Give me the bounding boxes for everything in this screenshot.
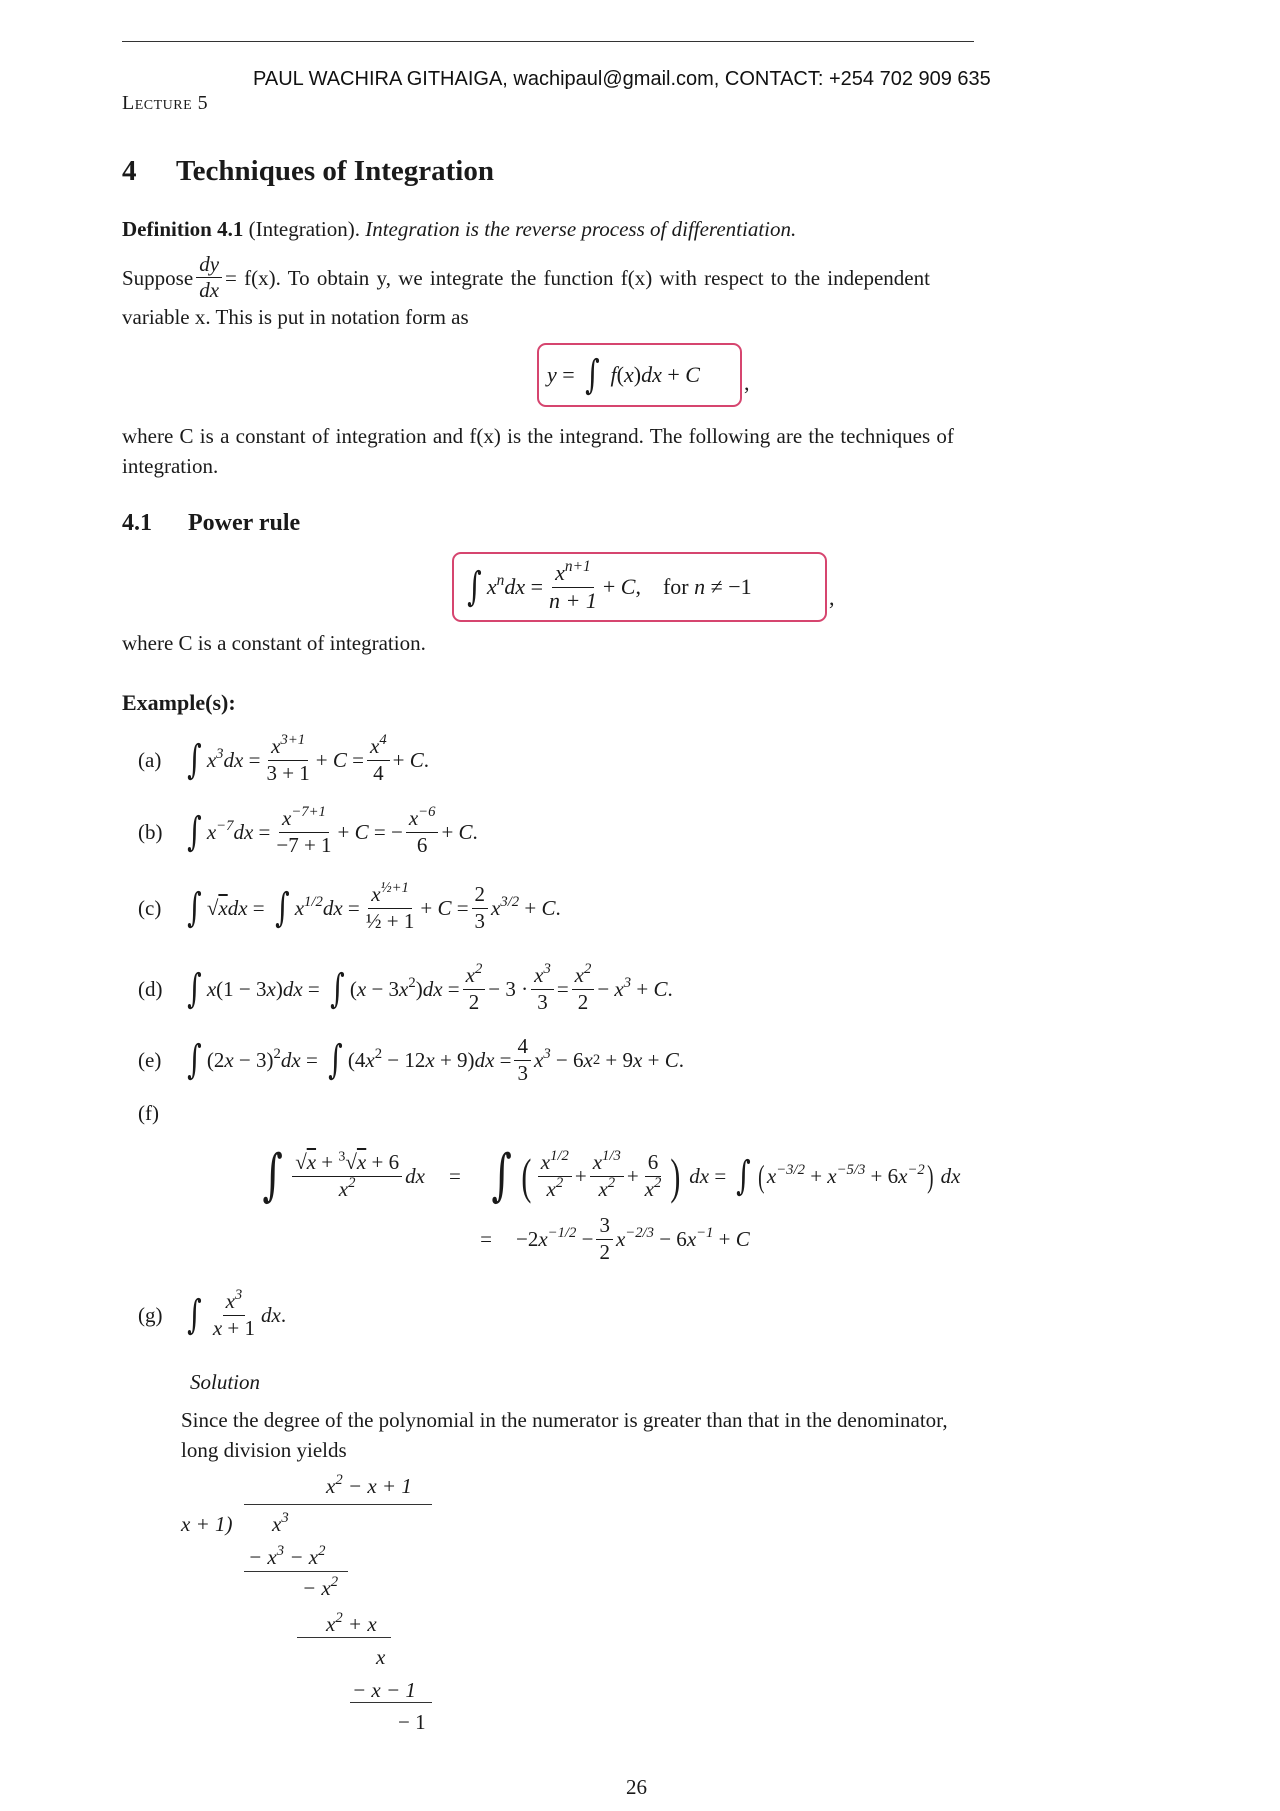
example-label: (d) (138, 976, 163, 1001)
example-b: (b) ∫ $x^{-7}dx$ = $\frac{x^{-7+1}}{-7 + 1}$ + C = − $\frac{x^{-6}}{6}$ + C . (138, 804, 478, 857)
subtract-row-3: − x − 1 (352, 1678, 416, 1702)
solution-label: Solution (190, 1370, 261, 1394)
boxed-integral-definition: y = ∫ f ( x ) dx + C (537, 343, 742, 407)
subsection-number: 4.1 (122, 510, 152, 536)
integral-sign-icon: ∫ (585, 352, 600, 398)
suppose-word: Suppose (122, 265, 194, 290)
subsection-title: Power rule (188, 510, 301, 536)
subtract-row-1: − $x^3 - x^2$ (248, 1543, 326, 1569)
example-label: (b) (138, 819, 163, 844)
example-label: (f) (138, 1100, 159, 1125)
lecture-label: Lecture 5 (122, 92, 209, 114)
integral-sign-icon: ∫ (187, 966, 202, 1012)
division-bar (244, 1504, 432, 1505)
example-f-line-1: ∫ $\frac{√x + ^3√x + 6}{x^2}$ dx = ∫ ( $\frac{x^{1/2}}{x^2}$ + $\frac{x^{1/3}}{x^2}$ + $\frac{6}{x^2}$ ) dx = ∫ ( $x^{-3/2}$ + $x^{-5/3}$ + 6 $x^{-2}$ ) dx (262, 1143, 961, 1208)
remainder-1: − $x^2$ (302, 1574, 339, 1600)
example-d: (d) ∫ x(1 − 3x)dx = ∫ $(x - 3x^2)dx$ = $\frac{x^2}{2}$ − 3 · $\frac{x^3}{3}$ = $\frac{x^2}{2}$ − $x^3$ + C . (138, 961, 673, 1014)
definition-label: Definition 4.1 (122, 217, 244, 241)
example-f-line-2: = $-2x^{-1/2}$ − $\frac{3}{2}$ $x^{-2/3}$ − 6 $x^{-1}$ + C (480, 1213, 750, 1264)
example-a: (a) ∫ $x^3dx$ = $\frac{x^{3+1}}{3 + 1}$ + C = $\frac{x^4}{4}$ + C . (138, 732, 430, 785)
integral-sign-icon: ∫ (275, 885, 290, 931)
author-contact: PAUL WACHIRA GITHAIGA, wachipaul@gmail.com, CONTACT: +254 702 909 635 (253, 68, 991, 90)
header-rule (122, 41, 974, 42)
comma: , (829, 585, 835, 610)
where-line-2: integration. (122, 454, 219, 478)
divisor: x + 1) (181, 1512, 233, 1536)
subsection-heading (122, 510, 300, 537)
intro-text: = f(x). To obtain y, we integrate the function f(x) with respect to the independent (225, 265, 930, 290)
example-label: (a) (138, 747, 162, 772)
y-var: y (547, 362, 557, 387)
power-rule-fraction: $\frac{x^{n+1}}{n + 1}$ (549, 558, 597, 613)
section-title: Techniques of Integration (176, 155, 494, 187)
solution-line-1: Since the degree of the polynomial in the numerator is greater than that in the denominator, (181, 1408, 948, 1432)
integral-sign-icon: ∫ (187, 1292, 202, 1338)
definition (122, 214, 796, 244)
intro-line-1 (122, 253, 1167, 302)
definition-name: (Integration). (248, 217, 360, 241)
rule (297, 1637, 391, 1638)
comma: , (744, 370, 750, 395)
example-f-label (138, 1098, 182, 1128)
integral-sign-icon: ∫ (328, 1037, 343, 1083)
solution-line-2: long division yields (181, 1438, 347, 1462)
example-e: (e) ∫ $(2x - 3)^2dx$ = ∫ $(4x^2 - 12x + 9)dx$ = $\frac{4}{3}$ $x^3$ − 6 x 2 + 9 x + C . (138, 1034, 684, 1085)
integral-sign-icon: ∫ (187, 1037, 202, 1083)
integral-sign-icon: ∫ (736, 1153, 752, 1199)
examples-heading: Example(s): (122, 690, 236, 715)
subtract-row-2: $x^2 + x$ (326, 1610, 377, 1636)
integral-sign-icon: ∫ (262, 1143, 283, 1208)
remainder-2: x (376, 1645, 386, 1669)
dy-dx-fraction: $\frac{dy}{dx}$ (196, 253, 222, 302)
rule (350, 1702, 432, 1703)
example-label: (c) (138, 895, 162, 920)
example-label: (e) (138, 1047, 162, 1072)
final-remainder: − 1 (398, 1710, 426, 1734)
intro-line-2: variable x. This is put in notation form as (122, 305, 469, 329)
integral-sign-icon: ∫ (491, 1143, 512, 1208)
example-g: (g) ∫ $\frac{x^3}{x + 1}$ dx . (138, 1287, 287, 1340)
where-line-1: where C is a constant of integration and f(x) is the integrand. The following are the techniques of (122, 424, 954, 448)
section-number: 4 (122, 155, 137, 187)
example-c: (c) ∫ √xdx = ∫ $x^{1/2}dx$ = $\frac{x^{\frac{1}{2}+1}}{\text{½ + 1}}$ + C = $\frac{2}{3}$ $x^{3/2}$ + C . (138, 880, 561, 933)
rule (244, 1571, 348, 1572)
integral-sign-icon: ∫ (330, 966, 345, 1012)
power-rule-note: where C is a constant of integration. (122, 631, 426, 655)
page-number: 26 (626, 1775, 647, 1799)
integral-sign-icon: ∫ (467, 564, 482, 610)
integral-sign-icon: ∫ (187, 885, 202, 931)
definition-text: Integration is the reverse process of differentiation. (365, 217, 797, 241)
quotient: $x^2 - x + 1$ (326, 1472, 412, 1498)
example-label: (g) (138, 1302, 163, 1327)
integrand: f (610, 362, 617, 387)
integral-sign-icon: ∫ (187, 737, 202, 783)
boxed-power-rule: ∫ $x^ndx$ = $\frac{x^{n+1}}{n + 1}$ + C, for n ≠ −1 (452, 552, 827, 622)
section-heading (122, 155, 494, 188)
dividend: $x^3$ (272, 1510, 289, 1536)
integral-sign-icon: ∫ (187, 809, 202, 855)
